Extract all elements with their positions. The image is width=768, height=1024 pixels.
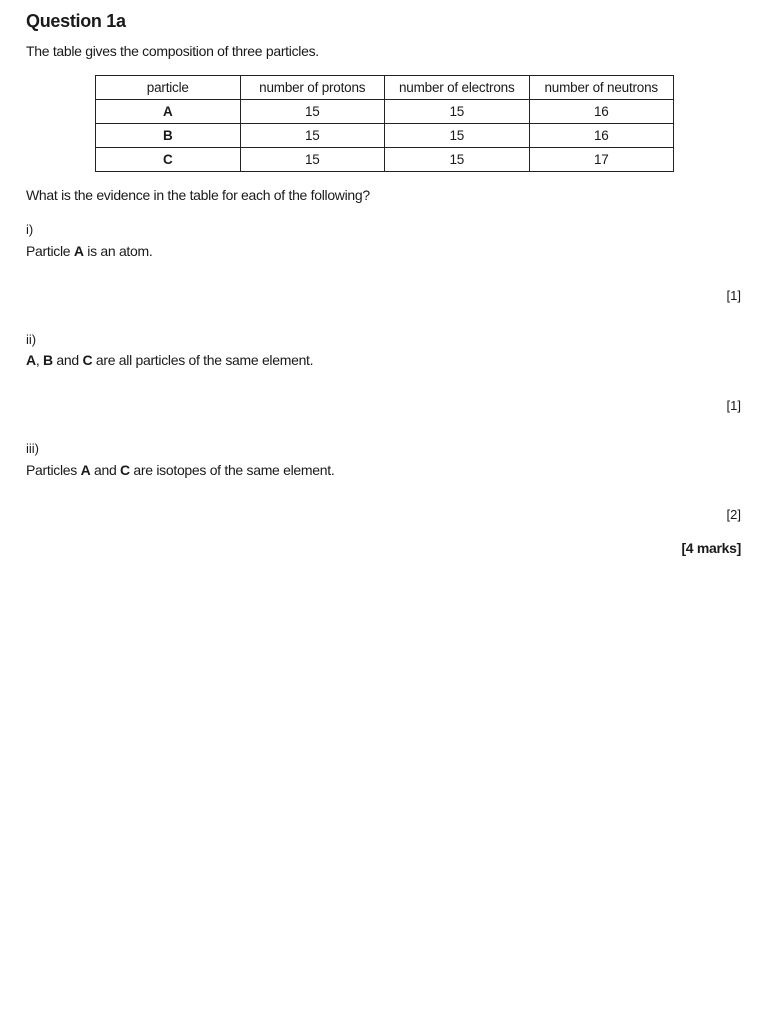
statement-segment: and bbox=[52, 352, 83, 368]
part-statement bbox=[26, 243, 152, 259]
part-marks: [1] bbox=[726, 398, 741, 413]
part-number: ii) bbox=[26, 332, 37, 347]
part-number: iii) bbox=[26, 441, 39, 456]
part-number: i) bbox=[26, 222, 34, 237]
part-statement bbox=[26, 462, 334, 478]
table-row bbox=[96, 100, 674, 124]
statement-segment-bold: C bbox=[120, 462, 130, 478]
particle-name: C bbox=[96, 148, 241, 172]
neutrons-cell: 16 bbox=[529, 100, 674, 124]
electrons-cell: 15 bbox=[385, 148, 530, 172]
statement-segment-bold: A bbox=[26, 352, 36, 368]
question-intro: The table gives the composition of three particles. bbox=[26, 43, 319, 59]
statement-segment: Particles bbox=[26, 462, 81, 478]
part-marks: [1] bbox=[726, 288, 741, 303]
part-marks: [2] bbox=[726, 507, 741, 522]
statement-segment: Particle bbox=[26, 243, 74, 259]
neutrons-cell: 17 bbox=[529, 148, 674, 172]
statement-segment-bold: B bbox=[43, 352, 53, 368]
statement-segment-bold: A bbox=[73, 243, 84, 259]
protons-cell: 15 bbox=[240, 148, 385, 172]
part-statement bbox=[26, 352, 313, 368]
particle-name: B bbox=[96, 124, 241, 148]
header-protons: number of protons bbox=[240, 76, 385, 100]
statement-segment-bold: C bbox=[82, 352, 93, 368]
statement-segment: are all particles of the same element. bbox=[92, 352, 314, 368]
electrons-cell: 15 bbox=[385, 124, 530, 148]
header-neutrons: number of neutrons bbox=[529, 76, 674, 100]
neutrons-cell: 16 bbox=[529, 124, 674, 148]
question-title: Question 1a bbox=[26, 11, 126, 31]
statement-segment: is an atom. bbox=[83, 243, 153, 259]
particle-name: A bbox=[96, 100, 241, 124]
protons-cell: 15 bbox=[240, 124, 385, 148]
composition-table bbox=[95, 75, 674, 172]
statement-segment-bold: A bbox=[80, 462, 91, 478]
electrons-cell: 15 bbox=[385, 100, 530, 124]
table-row bbox=[96, 124, 674, 148]
header-electrons: number of electrons bbox=[385, 76, 530, 100]
header-particle: particle bbox=[96, 76, 241, 100]
table-row bbox=[96, 148, 674, 172]
total-marks: [4 marks] bbox=[681, 540, 741, 556]
table-header-row bbox=[96, 76, 674, 100]
statement-segment: and bbox=[90, 462, 121, 478]
question-prompt: What is the evidence in the table for each of the following? bbox=[26, 187, 370, 203]
statement-segment: , bbox=[35, 352, 43, 368]
protons-cell: 15 bbox=[240, 100, 385, 124]
statement-segment: are isotopes of the same element. bbox=[129, 462, 335, 478]
